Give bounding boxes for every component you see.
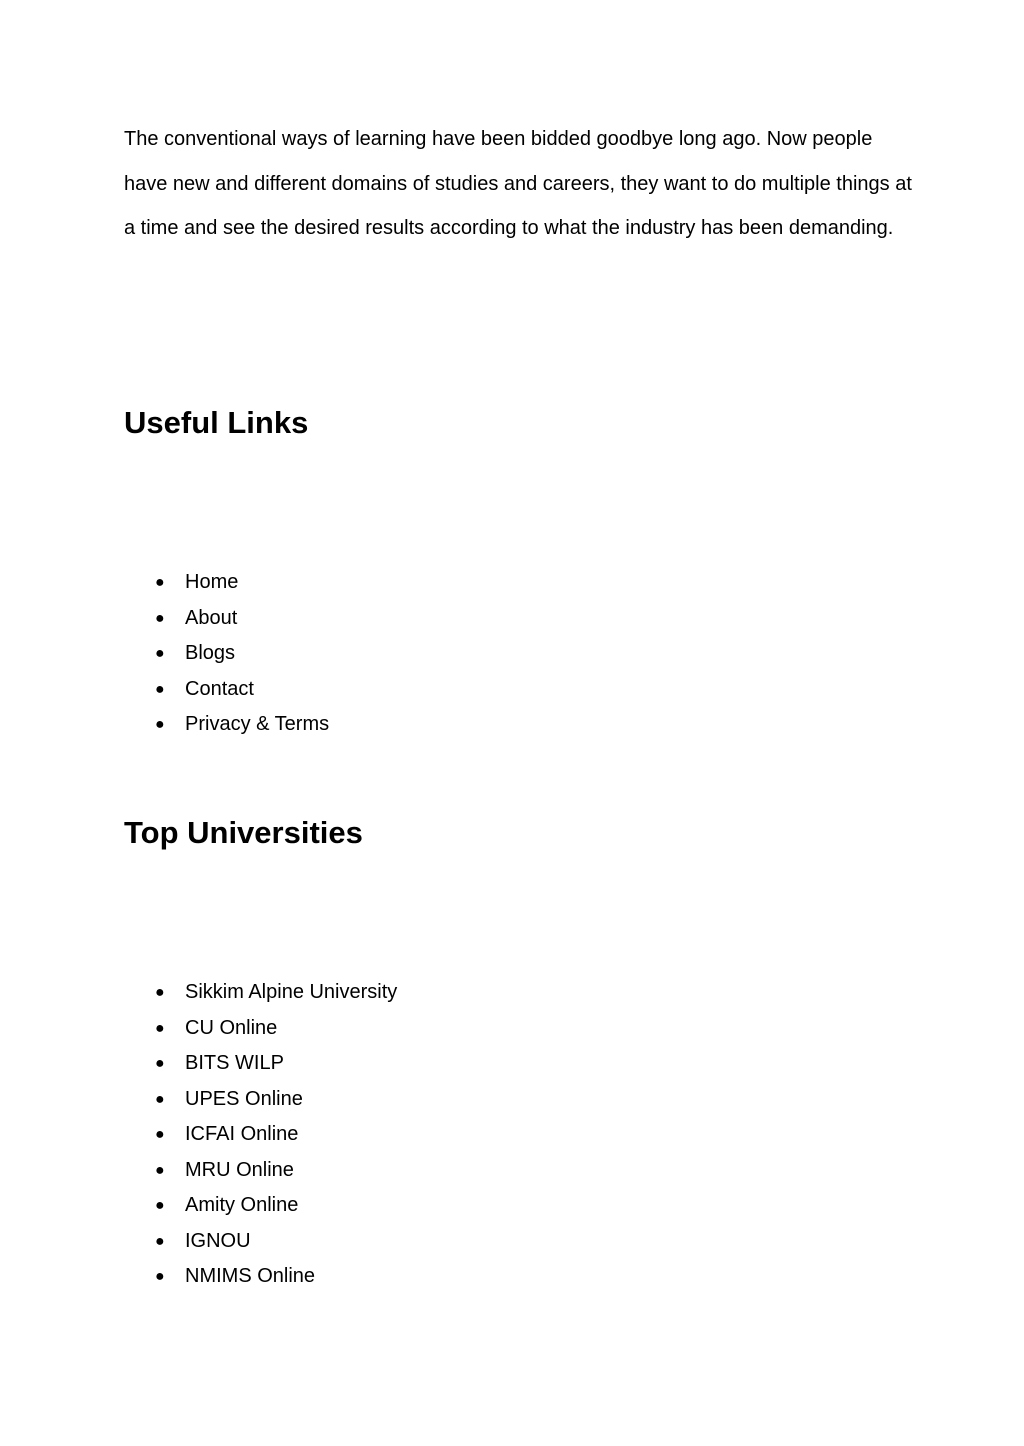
university-item — [124, 1046, 397, 1082]
university-item — [124, 1224, 397, 1260]
university-link[interactable]: IGNOU — [185, 1229, 251, 1252]
bullet-icon: ● — [155, 574, 165, 591]
link-privacy-terms[interactable]: Privacy & Terms — [185, 713, 330, 735]
bullet-icon: ● — [155, 1197, 165, 1214]
link-home[interactable]: Home — [185, 571, 239, 593]
bullet-icon: ● — [155, 1268, 165, 1285]
university-item — [124, 1011, 397, 1047]
university-link[interactable]: UPES Online — [185, 1087, 303, 1110]
bullet-icon: ● — [155, 984, 165, 1001]
bullet-icon: ● — [155, 1232, 165, 1250]
university-item — [124, 975, 397, 1011]
university-link[interactable]: BITS WILP — [185, 1052, 284, 1074]
useful-link-item — [124, 636, 329, 672]
useful-links-list — [124, 565, 329, 743]
university-item — [124, 1259, 397, 1295]
top-universities-list — [124, 975, 397, 1295]
university-link[interactable]: Sikkim Alpine University — [185, 981, 398, 1003]
link-about[interactable]: About — [185, 606, 238, 629]
university-link[interactable]: CU Online — [185, 1016, 278, 1039]
university-link[interactable]: NMIMS Online — [185, 1265, 316, 1287]
bullet-icon: ● — [155, 716, 165, 733]
useful-link-item — [124, 601, 329, 637]
useful-link-item — [124, 565, 329, 601]
bullet-icon: ● — [155, 1126, 165, 1143]
useful-links-heading: Useful Links — [124, 405, 309, 440]
university-item — [124, 1082, 397, 1118]
bullet-icon: ● — [155, 680, 165, 698]
university-item — [124, 1188, 397, 1224]
bullet-icon: ● — [155, 1019, 165, 1037]
bullet-icon: ● — [155, 1161, 165, 1179]
university-link[interactable]: MRU Online — [185, 1158, 294, 1181]
university-link[interactable]: Amity Online — [185, 1194, 299, 1216]
bullet-icon: ● — [155, 1090, 165, 1108]
bullet-icon: ● — [155, 609, 165, 627]
bullet-icon: ● — [155, 645, 165, 662]
university-item — [124, 1117, 397, 1153]
link-contact[interactable]: Contact — [185, 677, 254, 700]
university-link[interactable]: ICFAI Online — [185, 1123, 299, 1145]
top-universities-heading: Top Universities — [124, 815, 363, 850]
bullet-icon: ● — [155, 1055, 165, 1072]
university-item — [124, 1153, 397, 1189]
useful-link-item — [124, 672, 329, 708]
intro-paragraph: The conventional ways of learning have been bidded goodbye long ago. Now people have new and different domains of studies and careers, they want to do multiple things at a time and see the desired results according to what the industry has been demanding. — [124, 128, 912, 239]
link-blogs[interactable]: Blogs — [185, 642, 236, 664]
useful-link-item — [124, 707, 329, 743]
